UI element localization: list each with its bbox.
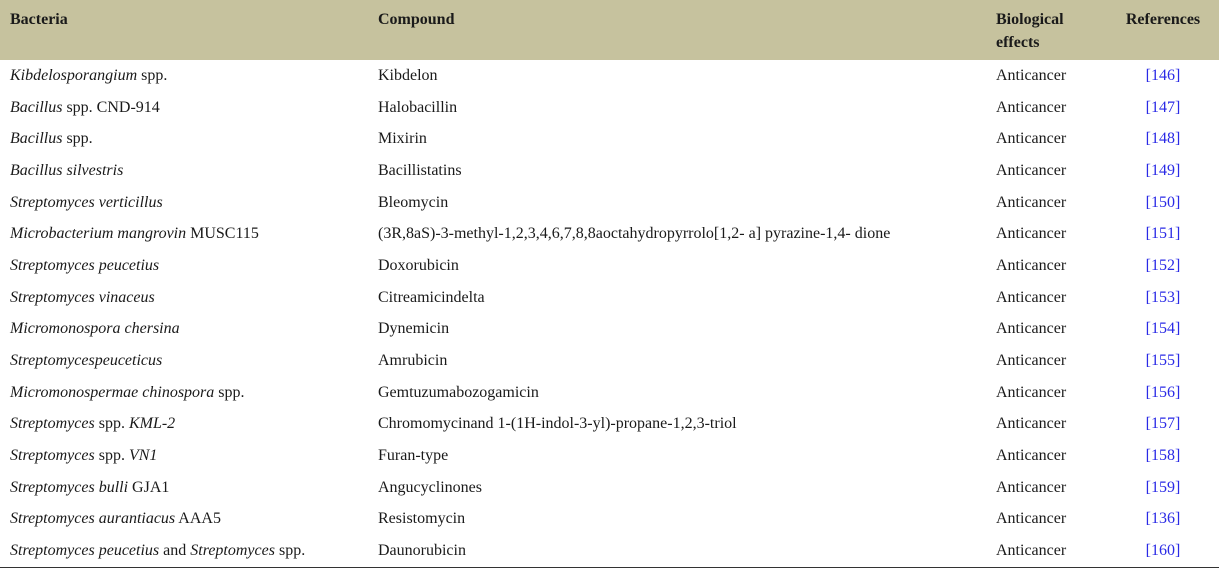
table-row [0,60,1219,92]
cell-reference [1107,250,1219,282]
bacteria-plain-part: spp. [94,415,129,433]
cell-compound: Resistomycin [378,510,466,528]
cell-biological-effect: Anticancer [996,130,1067,148]
bacteria-plain-part: spp. [62,130,93,148]
cell-biological-effect: Anticancer [996,225,1067,243]
bacteria-italic-part: Streptomyces peucetius [10,542,160,560]
cell-biological-effect: Anticancer [996,256,1067,274]
bacteria-italic-part-2: Streptomyces [190,542,275,560]
cell-reference [1107,504,1219,536]
cell-compound: Dynemicin [378,320,450,338]
reference-link[interactable]: [147] [1145,98,1181,116]
cell-bacteria [0,409,368,441]
reference-link[interactable]: [155] [1145,352,1181,370]
cell-bacteria [0,92,368,124]
header-biological-effects [986,0,1107,60]
cell-biological-effect: Anticancer [996,320,1067,338]
cell-compound: Chromomycinand 1-(1H-indol-3-yl)-propane-1,2,3-triol [378,415,737,433]
cell-compound: Bacillistatins [378,161,462,179]
bacteria-italic-part: Microbacterium mangrovin [10,225,187,243]
bacteria-italic-part: Streptomycespeuceticus [10,352,163,370]
header-effects-line1: Biological [996,11,1064,28]
cell-compound: Citreamicindelta [378,288,485,306]
reference-link[interactable]: [150] [1145,193,1181,211]
cell-compound: (3R,8aS)-3-methyl-1,2,3,4,6,7,8,8aoctahydropyrrolo[1,2- a] pyrazine-1,4- dione [378,225,891,243]
table-row [0,218,1219,250]
bacteria-plain-part: AAA5 [175,510,221,528]
cell-compound: Doxorubicin [378,256,459,274]
reference-link[interactable]: [146] [1145,66,1181,84]
cell-biological-effect: Anticancer [986,535,1107,567]
table-row [0,345,1219,377]
bacteria-plain-part: spp. CND-914 [62,98,160,116]
bacteria-italic-part: Bacillus [10,130,63,148]
cell-bacteria [0,504,368,536]
header-references: References [1125,11,1201,28]
cell-compound: Amrubicin [378,352,448,370]
table-row [0,440,1219,472]
cell-bacteria [0,472,368,504]
bacteria-italic-part-2: KML-2 [128,415,176,433]
table-row [0,314,1219,346]
cell-biological-effect: Anticancer [996,383,1067,401]
cell-reference [1107,218,1219,250]
bacteria-plain-part: GJA1 [128,478,170,496]
cell-compound: Mixirin [378,130,427,148]
cell-reference [1107,123,1219,155]
cell-biological-effect: Anticancer [996,352,1067,370]
reference-link[interactable]: [157] [1145,415,1181,433]
cell-bacteria [0,250,368,282]
cell-biological-effect: Anticancer [996,447,1067,465]
bacteria-plain-part: spp. [214,383,245,401]
reference-link[interactable]: [156] [1145,383,1181,401]
table-row [0,409,1219,441]
cell-bacteria [0,345,368,377]
bacteria-italic-part: Streptomyces aurantiacus [10,510,176,528]
table-row [0,92,1219,124]
table-header-row [0,0,1219,60]
header-effects-line2: effects [996,34,1040,51]
reference-link[interactable]: [148] [1145,130,1181,148]
reference-link[interactable]: [152] [1145,256,1181,274]
cell-bacteria [0,123,368,155]
cell-bacteria [0,377,368,409]
reference-link[interactable]: [149] [1145,161,1181,179]
cell-biological-effect: Anticancer [996,288,1067,306]
bacteria-italic-part: Bacillus [10,98,63,116]
reference-link[interactable]: [151] [1145,225,1181,243]
bacteria-italic-part: Streptomyces peucetius [10,256,160,274]
table-row [0,250,1219,282]
bacteria-plain-part: spp. [94,447,129,465]
cell-compound: Gemtuzumabozogamicin [378,383,539,401]
cell-bacteria [0,155,368,187]
cell-compound: Halobacillin [378,98,458,116]
cell-biological-effect: Anticancer [996,66,1067,84]
cell-bacteria [0,60,368,92]
table-row [0,123,1219,155]
bacteria-italic-part-2: VN1 [128,447,158,465]
cell-reference [1107,155,1219,187]
cell-bacteria [0,314,368,346]
table-row [0,504,1219,536]
bacteria-plain-part: and [159,542,191,560]
bacteria-italic-part: Streptomyces bulli [10,478,129,496]
cell-bacteria [0,187,368,219]
cell-compound: Furan-type [378,447,449,465]
cell-reference [1107,314,1219,346]
bacteria-plain-part: spp. [137,66,168,84]
cell-bacteria [0,440,368,472]
cell-reference [1107,377,1219,409]
bacteria-italic-part: Kibdelosporangium [10,66,138,84]
bacteria-plain-part-2: spp. [274,542,306,560]
header-bacteria: Bacteria [10,11,68,28]
bacteria-italic-part: Bacillus silvestris [10,161,124,179]
reference-link[interactable]: [160] [1145,542,1181,560]
bacteria-plain-part: MUSC115 [186,225,259,243]
cell-biological-effect: Anticancer [996,510,1067,528]
table-row [0,472,1219,504]
table-row [0,282,1219,314]
cell-biological-effect: Anticancer [996,478,1067,496]
cell-reference [1107,282,1219,314]
cell-reference [1107,409,1219,441]
bacteria-italic-part: Streptomyces [10,447,95,465]
reference-link[interactable]: [136] [1145,510,1181,528]
reference-link[interactable]: [159] [1145,478,1181,496]
bacteria-italic-part: Micromonospora chersina [10,320,180,338]
cell-reference [1107,345,1219,377]
cell-reference [1107,187,1219,219]
reference-link[interactable]: [153] [1145,288,1181,306]
reference-link[interactable]: [154] [1145,320,1181,338]
cell-reference [1107,60,1219,92]
cell-biological-effect: Anticancer [996,415,1067,433]
cell-biological-effect: Anticancer [996,98,1067,116]
cell-reference [1107,440,1219,472]
cell-reference [1107,472,1219,504]
cell-compound: Kibdelon [378,66,438,84]
cell-bacteria [0,218,368,250]
cell-compound: Bleomycin [378,193,449,211]
reference-link[interactable]: [158] [1145,447,1181,465]
cell-compound: Angucyclinones [378,478,482,496]
bacteria-italic-part: Streptomyces [10,415,95,433]
header-compound: Compound [378,11,455,28]
cell-compound: Daunorubicin [368,535,986,567]
cell-biological-effect: Anticancer [996,161,1067,179]
bacteria-italic-part: Micromonospermae chinospora [10,383,215,401]
bacteria-italic-part: Streptomyces verticillus [10,193,163,211]
table-row [0,377,1219,409]
table-row [0,187,1219,219]
cell-reference [1107,92,1219,124]
bacteria-italic-part: Streptomyces vinaceus [10,288,155,306]
cell-bacteria [0,282,368,314]
table-row [0,155,1219,187]
cell-biological-effect: Anticancer [996,193,1067,211]
